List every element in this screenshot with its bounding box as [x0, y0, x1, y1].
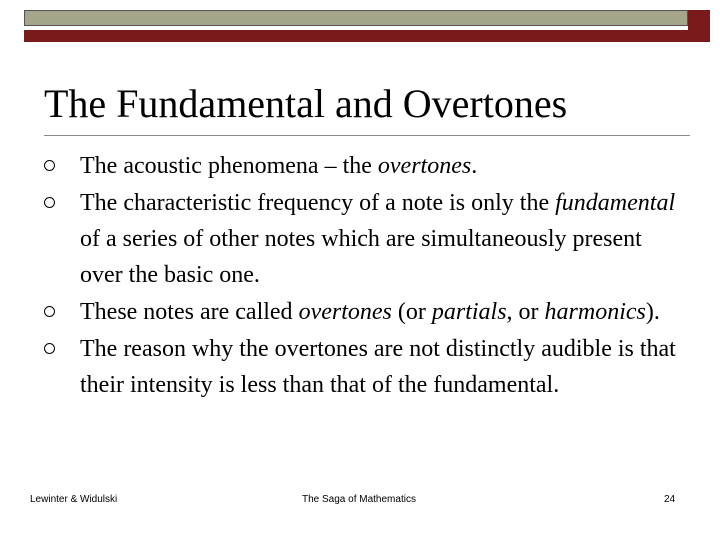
text-run: The characteristic frequency of a note is only the [80, 190, 556, 216]
top-decorative-bar [24, 10, 688, 26]
text-run: The acoustic phenomena – the [80, 153, 378, 179]
italic-term: harmonics [544, 299, 646, 325]
title-divider [44, 135, 690, 136]
italic-term: overtones [298, 299, 392, 325]
bullet-item [44, 331, 684, 403]
bullet-item [44, 294, 684, 330]
text-run: These notes are called [80, 299, 299, 325]
text-run: The reason why the overtones are not distinctly audible is that their intensity is less than that of the fundamental. [80, 336, 676, 398]
bullet-circle-icon [44, 160, 55, 171]
bullet-list [44, 148, 684, 404]
top-accent-bar [24, 30, 688, 42]
text-run: ). [645, 299, 660, 325]
page-number: 24 [664, 494, 676, 505]
bullet-circle-icon [44, 197, 55, 208]
bullet-circle-icon [44, 343, 55, 354]
footer-book-title: The Saga of Mathematics [302, 494, 416, 505]
bullet-circle-icon [44, 306, 55, 317]
text-run: , or [506, 299, 545, 325]
bullet-item [44, 185, 684, 293]
bullet-item [44, 148, 684, 184]
bullet-text [80, 190, 675, 288]
text-run: (or [391, 299, 432, 325]
text-run: . [471, 153, 478, 179]
slide-title: The Fundamental and Overtones [44, 81, 568, 126]
top-corner-square [688, 10, 710, 42]
footer-authors: Lewinter & Widulski [30, 494, 118, 505]
bullet-text [80, 336, 676, 398]
text-run: of a series of other notes which are simultaneously present over the basic one. [80, 226, 642, 288]
italic-term: overtones [377, 153, 472, 179]
bullet-text [80, 299, 660, 325]
italic-term: fundamental [555, 190, 676, 216]
italic-term: partials [431, 299, 507, 325]
bullet-text [80, 153, 477, 179]
